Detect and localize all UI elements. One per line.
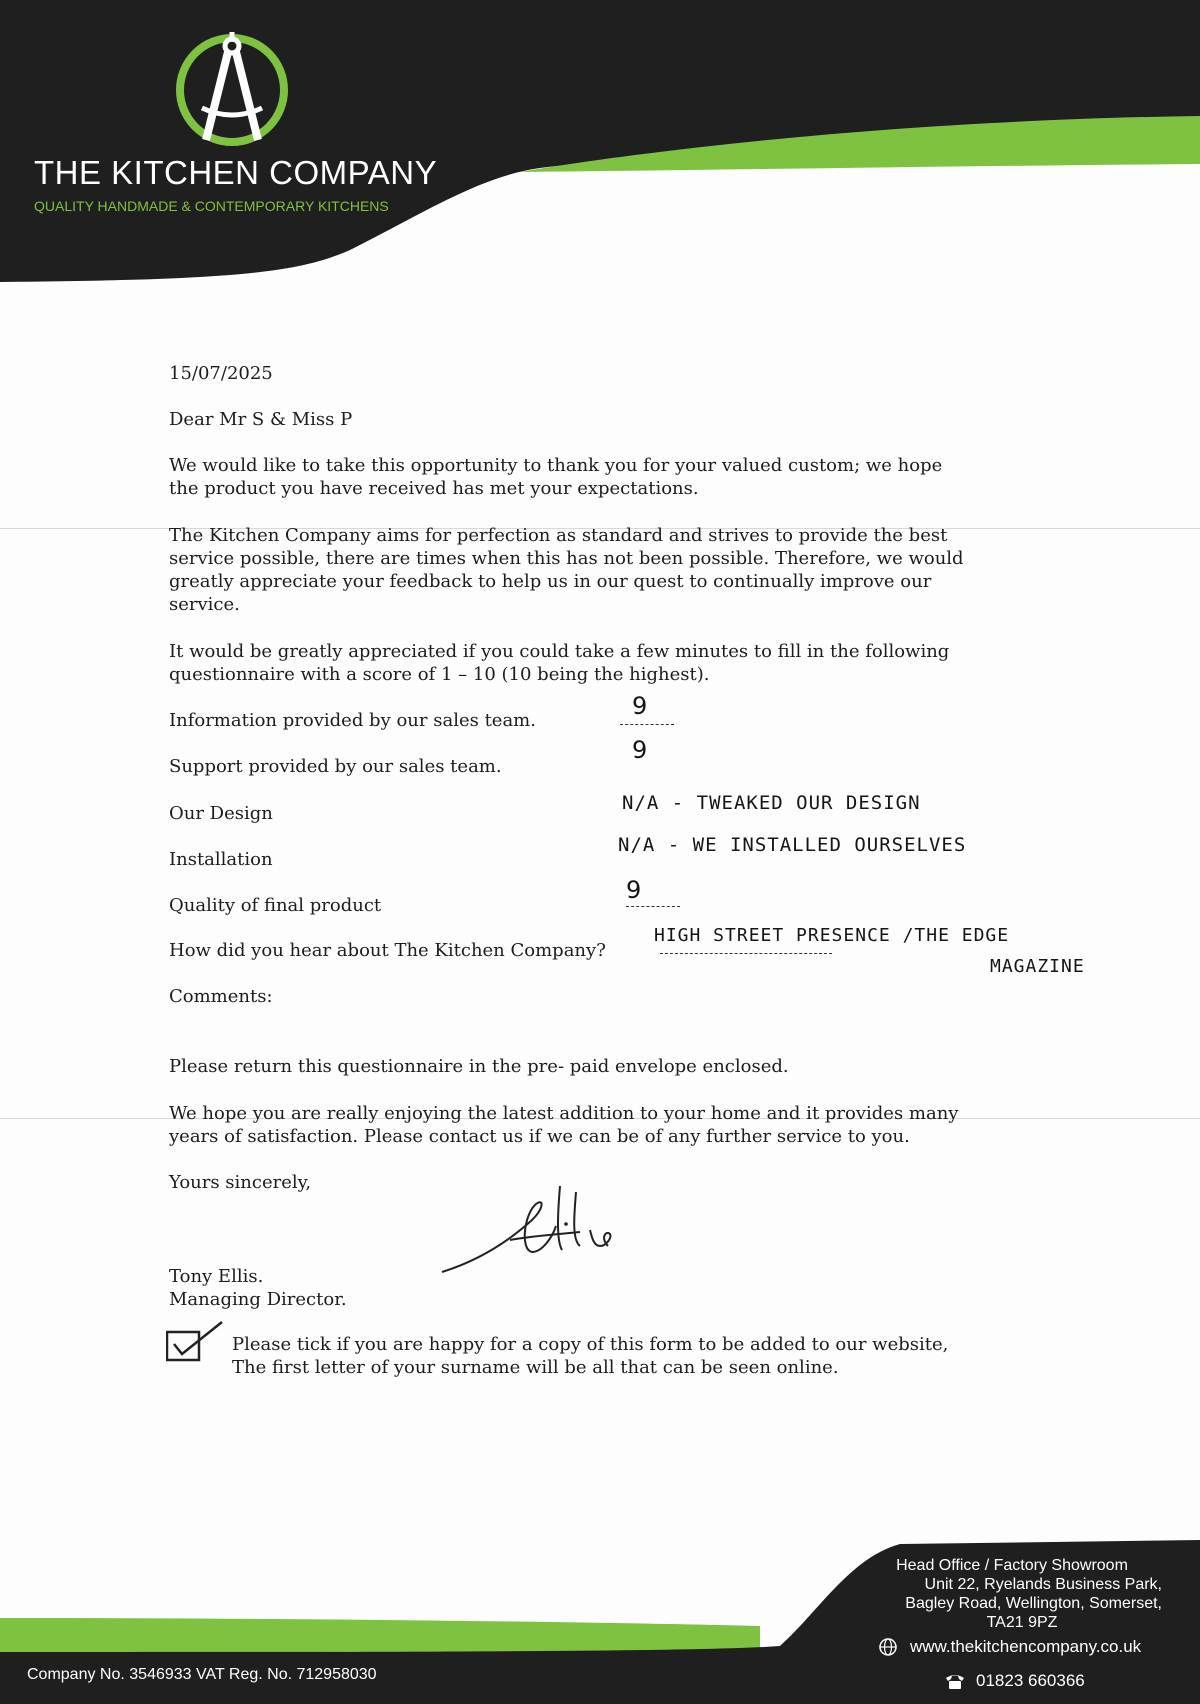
answer-line: [660, 953, 832, 954]
return-note: Please return this questionnaire in the pre- paid envelope enclosed.: [169, 1056, 789, 1077]
paragraph-line: We would like to take this opportunity to thank you for your valued custom; we hope: [169, 455, 943, 476]
answer-line: [626, 906, 680, 907]
address-line: TA21 9PZ: [986, 1614, 1058, 1631]
comments-label: Comments:: [169, 986, 273, 1007]
answer-line: [620, 724, 674, 725]
signature: [440, 1180, 660, 1280]
handwritten-answer[interactable]: N/A - TWEAKED OUR DESIGN: [622, 792, 921, 814]
compass-icon: [172, 30, 292, 150]
address-line: Head Office / Factory Showroom: [896, 1557, 1128, 1574]
paragraph-line: service.: [169, 594, 240, 615]
paragraph-line: questionnaire with a score of 1 – 10 (10 being the highest).: [169, 664, 710, 685]
question-label: Quality of final product: [169, 895, 382, 916]
handwritten-answer[interactable]: 9: [632, 736, 649, 764]
company-tagline: QUALITY HANDMADE & CONTEMPORARY KITCHENS: [34, 198, 389, 214]
consent-checkbox[interactable]: [166, 1320, 224, 1368]
handwritten-answer[interactable]: 9: [632, 692, 649, 720]
handwritten-answer[interactable]: MAGAZINE: [990, 956, 1085, 977]
telephone-icon: [944, 1672, 966, 1690]
salutation: Dear Mr S & Miss P: [169, 409, 353, 430]
paragraph-line: service possible, there are times when this has not been possible. Therefore, we would: [169, 548, 964, 569]
paragraph-line: It would be greatly appreciated if you could take a few minutes to fill in the following: [169, 641, 950, 662]
paragraph-line: greatly appreciate your feedback to help us in our quest to continually improve our: [169, 571, 932, 592]
question-label: How did you hear about The Kitchen Company?: [169, 940, 606, 961]
paragraph-line: The Kitchen Company aims for perfection as standard and strives to provide the best: [169, 525, 948, 546]
question-label: Information provided by our sales team.: [169, 710, 536, 731]
consent-text: The first letter of your surname will be all that can be seen online.: [232, 1357, 839, 1378]
company-registration: Company No. 3546933 VAT Reg. No. 712958030: [27, 1666, 377, 1683]
sign-off: Yours sincerely,: [169, 1172, 312, 1193]
globe-icon: [878, 1637, 898, 1657]
signatory-title: Managing Director.: [169, 1289, 347, 1310]
question-label: Support provided by our sales team.: [169, 756, 502, 777]
consent-text: Please tick if you are happy for a copy of this form to be added to our website,: [232, 1334, 949, 1355]
paragraph-line: We hope you are really enjoying the latest addition to your home and it provides many: [169, 1103, 959, 1124]
handwritten-answer[interactable]: HIGH STREET PRESENCE /THE EDGE: [654, 925, 1010, 946]
paragraph-line: years of satisfaction. Please contact us if we can be of any further service to you.: [169, 1126, 910, 1147]
letter-date: 15/07/2025: [169, 363, 273, 384]
head-office-address: [802, 1556, 1162, 1632]
address-line: Unit 22, Ryelands Business Park,: [924, 1576, 1162, 1593]
signatory-name: Tony Ellis.: [169, 1266, 264, 1287]
address-line: Bagley Road, Wellington, Somerset,: [905, 1595, 1162, 1612]
question-label: Installation: [169, 849, 273, 870]
paragraph-line: the product you have received has met your expectations.: [169, 478, 699, 499]
company-name: THE KITCHEN COMPANY: [34, 154, 438, 191]
handwritten-answer[interactable]: 9: [626, 876, 643, 904]
handwritten-answer[interactable]: N/A - WE INSTALLED OURSELVES: [618, 834, 967, 856]
phone-number[interactable]: 01823 660366: [976, 1671, 1085, 1690]
question-label: Our Design: [169, 803, 273, 824]
website-link[interactable]: www.thekitchencompany.co.uk: [910, 1637, 1142, 1656]
